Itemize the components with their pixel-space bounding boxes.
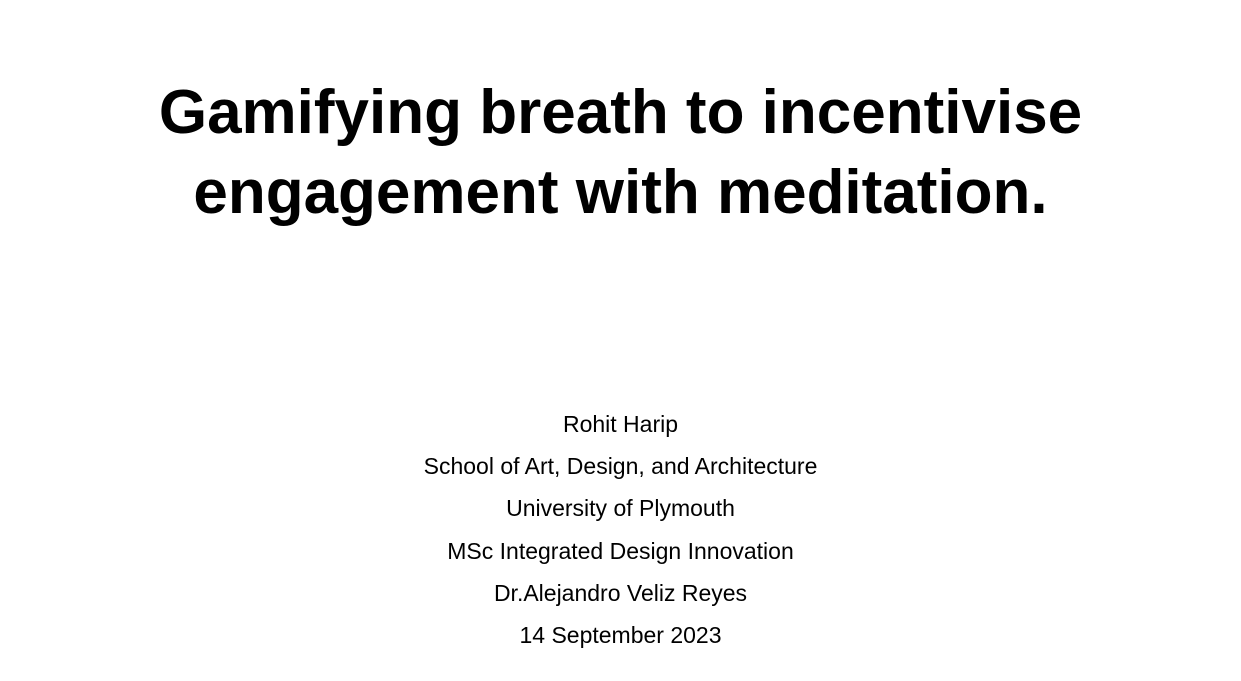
title-line-2: engagement with meditation. bbox=[193, 158, 1048, 227]
presentation-date: 14 September 2023 bbox=[519, 622, 722, 649]
university-name: University of Plymouth bbox=[506, 495, 735, 522]
title-line-1: Gamifying breath to incentivise bbox=[158, 78, 1083, 147]
slide-title bbox=[0, 73, 1241, 233]
school-name: School of Art, Design, and Architecture bbox=[423, 453, 818, 480]
programme-name: MSc Integrated Design Innovation bbox=[447, 537, 794, 564]
author-name: Rohit Harip bbox=[562, 411, 679, 437]
supervisor-name: Dr.Alejandro Veliz Reyes bbox=[493, 579, 748, 606]
author-info-block bbox=[0, 403, 1241, 656]
